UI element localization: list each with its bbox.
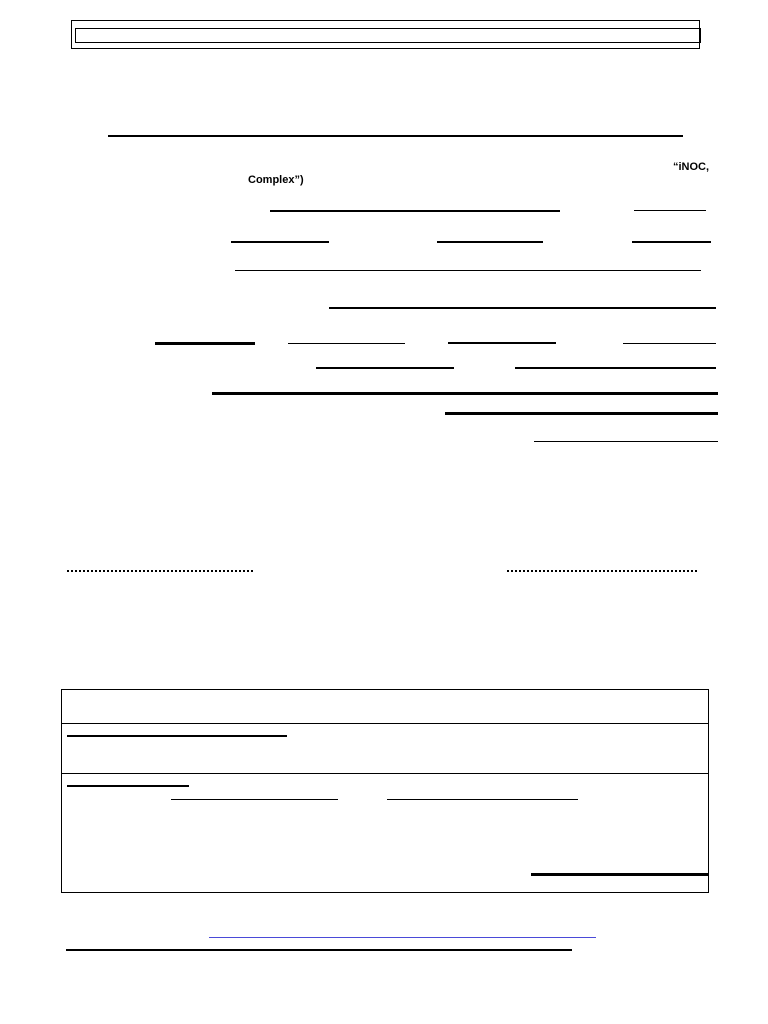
field-line[interactable] bbox=[448, 342, 556, 344]
field-line[interactable] bbox=[534, 441, 718, 442]
info-table bbox=[61, 689, 709, 893]
header-inner-box bbox=[75, 28, 701, 43]
field-line[interactable] bbox=[515, 367, 716, 369]
table-field-line[interactable] bbox=[67, 785, 189, 787]
field-line[interactable] bbox=[634, 210, 706, 211]
field-line[interactable] bbox=[445, 412, 718, 415]
field-line[interactable] bbox=[231, 241, 329, 243]
field-line[interactable] bbox=[316, 367, 454, 369]
field-line[interactable] bbox=[437, 241, 543, 243]
field-line[interactable] bbox=[329, 307, 716, 309]
signature-line-right[interactable] bbox=[507, 570, 697, 572]
hyperlink-underline[interactable] bbox=[209, 937, 596, 938]
field-line[interactable] bbox=[288, 343, 405, 344]
inoc-quote-text: “iNOC, bbox=[673, 161, 710, 173]
signature-line-left[interactable] bbox=[67, 570, 253, 572]
table-field-line[interactable] bbox=[387, 799, 578, 800]
table-divider bbox=[61, 723, 709, 724]
table-field-line[interactable] bbox=[67, 735, 287, 737]
field-line[interactable] bbox=[235, 270, 701, 271]
table-field-line[interactable] bbox=[531, 873, 708, 876]
field-line[interactable] bbox=[155, 342, 255, 345]
complex-quote-text: Complex”) bbox=[248, 174, 304, 186]
field-line[interactable] bbox=[632, 241, 711, 243]
title-underline bbox=[108, 135, 683, 137]
field-line[interactable] bbox=[212, 392, 718, 395]
field-line[interactable] bbox=[623, 343, 716, 344]
table-divider bbox=[61, 773, 709, 774]
field-line[interactable] bbox=[270, 210, 560, 212]
footer-line bbox=[66, 949, 572, 951]
table-field-line[interactable] bbox=[171, 799, 338, 800]
